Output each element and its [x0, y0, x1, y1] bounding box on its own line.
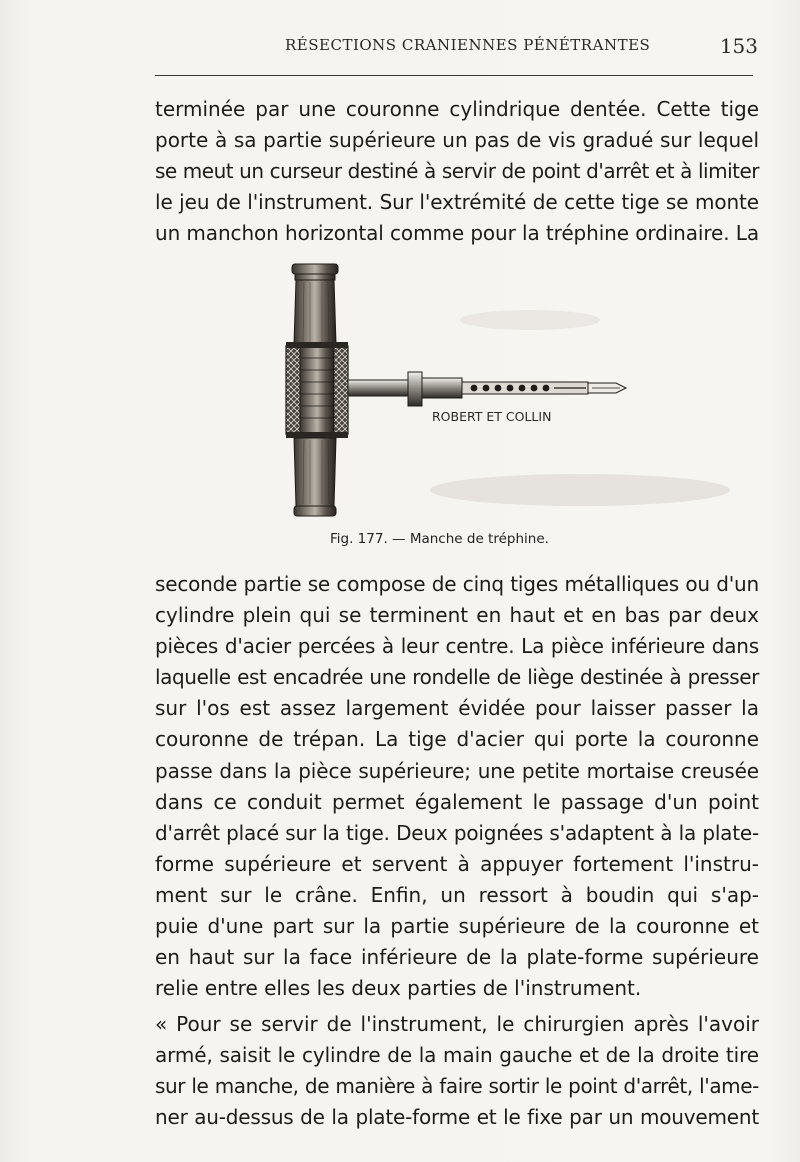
text-line: couronne de trépan. La tige d'acier qui porte la couronne: [155, 727, 759, 752]
engraver-label: ROBERT ET COLLIN: [432, 409, 552, 424]
handle-central-block: [300, 346, 334, 434]
paragraph-2: [155, 569, 759, 1004]
paragraph-1: [155, 94, 759, 249]
text-line: d'arrêt placé sur la tige. Deux poignées s'adaptent à la plate-: [155, 820, 759, 845]
text-line: relie entre elles les deux parties de l'instrument.: [155, 976, 642, 1001]
text-line: puie d'une part sur la partie supérieure de la couronne et: [155, 914, 759, 939]
text-line: armé, saisit le cylindre de la main gauche et de la droite tire: [155, 1043, 759, 1068]
text-line: pièces d'acier percées à leur centre. La pièce inférieure dans: [155, 634, 759, 659]
text-line: cylindre plein qui se terminent en haut et en bas par deux: [155, 603, 759, 628]
text-line: ment sur le crâne. Enfin, un ressort à boudin qui s'ap-: [155, 882, 759, 907]
text-line: seconde partie se compose de cinq tiges métalliques ou d'un: [155, 572, 759, 596]
handle-top-cap: [295, 274, 335, 280]
trephine-handle-figure: [270, 258, 740, 528]
page-number: 153: [719, 34, 758, 58]
handle-top-cap: [292, 264, 338, 274]
text-line: ner au-dessus de la plate-forme et le fixe par un mouvement: [155, 1105, 759, 1130]
text-line: « Pour se servir de l'instrument, le chirurgien après l'avoir: [155, 1012, 759, 1036]
metal-shaft: [348, 380, 410, 396]
running-title: RÉSECTIONS CRANIENNES PÉNÉTRANTES: [285, 36, 651, 54]
text-line: porte à sa partie supérieure un pas de vis gradué sur lequel: [155, 128, 759, 153]
text-line: en haut sur la face inférieure de la plate-forme supérieure: [155, 945, 759, 970]
page-header: [155, 36, 760, 68]
paragraph-3: [155, 1009, 759, 1133]
handle-lower: [294, 438, 336, 506]
text-line: terminée par une couronne cylindrique dentée. Cette tige: [155, 97, 759, 121]
handle-upper: [294, 280, 336, 344]
text-line: le jeu de l'instrument. Sur l'extrémité de cette tige se monte: [155, 190, 759, 215]
text-line: se meut un curseur destiné à servir de point d'arrêt et à limiter: [155, 159, 759, 184]
header-rule: [155, 75, 753, 76]
text-line: dans ce conduit permet également le passage d'un point: [155, 789, 759, 814]
text-line: sur le manche, de manière à faire sortir le point d'arrêt, l'ame-: [155, 1074, 759, 1099]
text-line: forme supérieure et servent à appuyer fortement l'instru-: [155, 851, 759, 876]
handle-bottom-cap: [294, 506, 336, 516]
text-line: sur l'os est assez largement évidée pour laisser passer la: [155, 696, 759, 721]
shadow-mark: [430, 474, 730, 506]
figure-caption: Fig. 177. — Manche de tréphine.: [330, 531, 549, 547]
text-line: laquelle est encadrée une rondelle de liège destinée à presser: [155, 665, 759, 690]
shadow-mark: [460, 310, 600, 330]
shaft-collar: [408, 372, 422, 406]
text-line: un manchon horizontal comme pour la tréphine ordinaire. La: [155, 221, 759, 246]
text-line: passe dans la pièce supérieure; une petite mortaise creusée: [155, 758, 759, 783]
